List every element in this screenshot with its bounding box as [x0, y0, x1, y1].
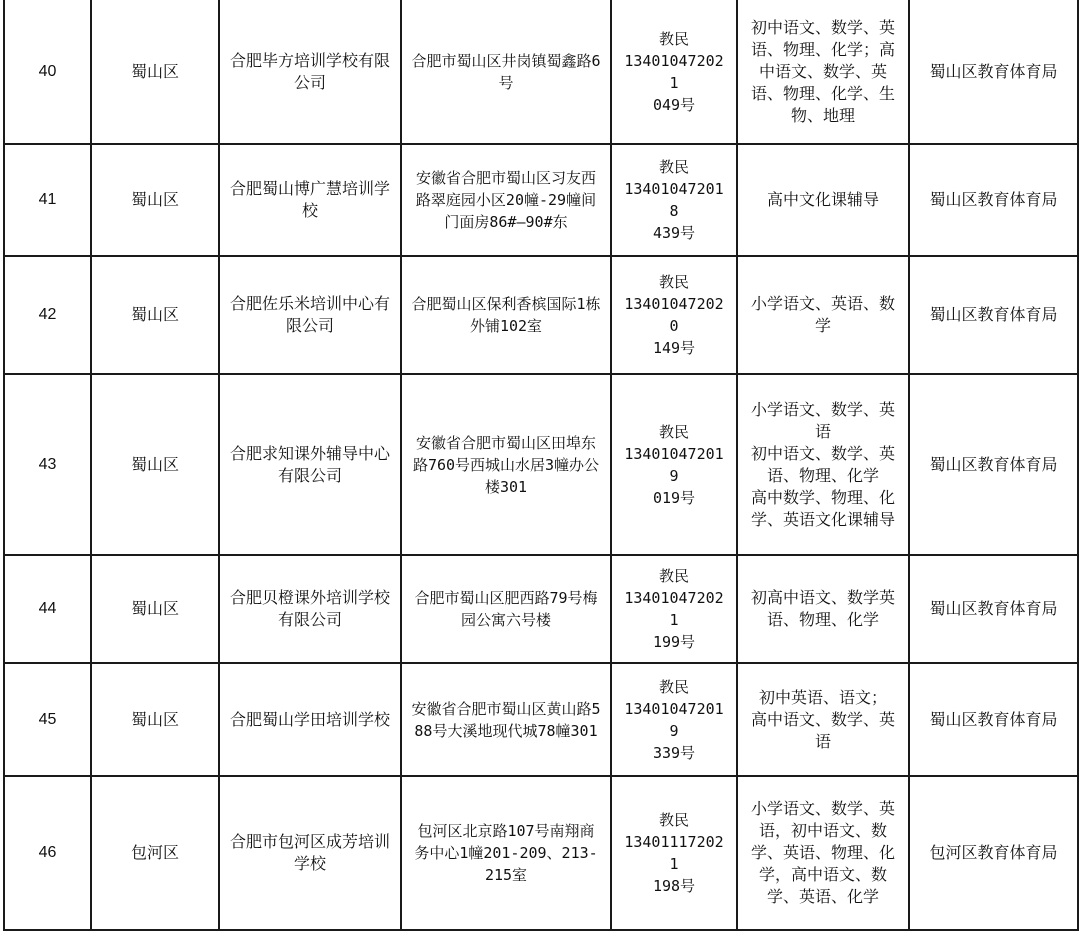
scope-line: 初中语文、数学、英语、物理、化学；高中语文、数学、英语、物理、化学、生物、地理	[750, 17, 895, 125]
license-line: 134011172021	[624, 833, 724, 873]
table-row	[4, 776, 1078, 930]
address-cell: 合肥市蜀山区井岗镇蜀鑫路6号	[401, 0, 611, 144]
license-line: 049号	[652, 95, 696, 114]
row-index-cell: 42	[4, 256, 91, 374]
row-index-cell: 45	[4, 663, 91, 776]
approving-authority-cell: 蜀山区教育体育局	[909, 256, 1078, 374]
scope-line: 高中数学、物理、化学、英语文化课辅导	[750, 487, 895, 529]
school-name-cell: 合肥市包河区成芳培训学校	[219, 776, 401, 930]
table-body	[4, 0, 1078, 930]
table-row	[4, 555, 1078, 663]
district-cell: 包河区	[91, 776, 219, 930]
teaching-scope-cell	[737, 144, 909, 256]
scope-line: 初中语文、数学、英语、物理、化学	[750, 443, 895, 485]
license-line: 教民	[658, 677, 689, 696]
teaching-scope-cell	[737, 256, 909, 374]
approving-authority-cell: 蜀山区教育体育局	[909, 144, 1078, 256]
scope-line: 初高中语文、数学英语、物理、化学	[750, 588, 895, 629]
table-row	[4, 0, 1078, 144]
license-line: 教民	[658, 29, 689, 48]
district-cell: 蜀山区	[91, 0, 219, 144]
district-cell: 蜀山区	[91, 663, 219, 776]
license-line: 439号	[652, 224, 696, 242]
address-cell: 安徽省合肥市蜀山区黄山路588号大溪地现代城78幢301	[401, 663, 611, 776]
license-line: 149号	[652, 339, 696, 357]
school-name-cell: 合肥毕方培训学校有限公司	[219, 0, 401, 144]
address-cell: 安徽省合肥市蜀山区习友西路翠庭园小区20幢-29幢间门面房86#—90#东	[401, 144, 611, 256]
row-index-cell: 41	[4, 144, 91, 256]
row-index-cell: 46	[4, 776, 91, 930]
school-name-cell: 合肥蜀山学田培训学校	[219, 663, 401, 776]
license-number-cell	[611, 144, 737, 256]
approving-authority-cell: 包河区教育体育局	[909, 776, 1078, 930]
row-index-cell: 40	[4, 0, 91, 144]
approving-authority-cell: 蜀山区教育体育局	[909, 555, 1078, 663]
approving-authority-cell: 蜀山区教育体育局	[909, 0, 1078, 144]
teaching-scope-cell	[737, 0, 909, 144]
teaching-scope-cell	[737, 555, 909, 663]
address-cell: 包河区北京路107号南翔商务中心1幢201-209、213-215室	[401, 776, 611, 930]
teaching-scope-cell	[737, 374, 909, 555]
license-line: 134010472019	[624, 699, 724, 740]
scope-line: 高中文化课辅导	[766, 190, 879, 209]
approving-authority-cell: 蜀山区教育体育局	[909, 374, 1078, 555]
license-number-cell	[611, 555, 737, 663]
address-cell: 合肥市蜀山区肥西路79号梅园公寓六号楼	[401, 555, 611, 663]
school-name-cell: 合肥佐乐米培训中心有限公司	[219, 256, 401, 374]
school-name-cell: 合肥贝橙课外培训学校有限公司	[219, 555, 401, 663]
address-cell: 安徽省合肥市蜀山区田埠东路760号西城山水居3幢办公楼301	[401, 374, 611, 555]
scope-line: 小学语文、数学、英语	[750, 399, 895, 441]
scope-line: 小学语文、英语、数学	[750, 294, 895, 335]
address-cell: 合肥蜀山区保利香槟国际1栋外铺102室	[401, 256, 611, 374]
license-number-cell	[611, 663, 737, 776]
table-row	[4, 374, 1078, 555]
license-line: 134010472021	[624, 51, 724, 92]
license-line: 教民	[658, 273, 689, 291]
license-line: 教民	[658, 158, 689, 176]
district-cell: 蜀山区	[91, 555, 219, 663]
table-row	[4, 144, 1078, 256]
license-number-cell	[611, 374, 737, 555]
school-name-cell: 合肥蜀山博广慧培训学校	[219, 144, 401, 256]
license-line: 019号	[652, 488, 696, 507]
license-number-cell	[611, 776, 737, 930]
license-number-cell	[611, 256, 737, 374]
row-index-cell: 43	[4, 374, 91, 555]
license-line: 134010472018	[624, 180, 724, 220]
scope-line: 小学语文、数学、英语，初中语文、数学、英语、物理、化学，高中语文、数学、英语、化学	[750, 799, 895, 906]
district-cell: 蜀山区	[91, 374, 219, 555]
license-line: 134010472021	[624, 589, 724, 629]
district-cell: 蜀山区	[91, 144, 219, 256]
school-name-cell: 合肥求知课外辅导中心有限公司	[219, 374, 401, 555]
scope-line: 初中英语、语文；	[758, 687, 887, 707]
row-index-cell: 44	[4, 555, 91, 663]
district-cell: 蜀山区	[91, 256, 219, 374]
scope-line: 高中语文、数学、英语	[750, 709, 895, 751]
license-line: 教民	[658, 422, 689, 441]
teaching-scope-cell	[737, 776, 909, 930]
license-line: 教民	[658, 567, 689, 585]
license-line: 198号	[652, 877, 696, 895]
school-list-table	[3, 0, 1079, 931]
table-row	[4, 256, 1078, 374]
license-line: 134010472019	[624, 444, 724, 485]
approving-authority-cell: 蜀山区教育体育局	[909, 663, 1078, 776]
license-line: 199号	[652, 633, 696, 651]
license-line: 134010472020	[624, 295, 724, 335]
license-number-cell	[611, 0, 737, 144]
table-row	[4, 663, 1078, 776]
license-line: 339号	[652, 743, 696, 762]
teaching-scope-cell	[737, 663, 909, 776]
license-line: 教民	[658, 811, 689, 829]
